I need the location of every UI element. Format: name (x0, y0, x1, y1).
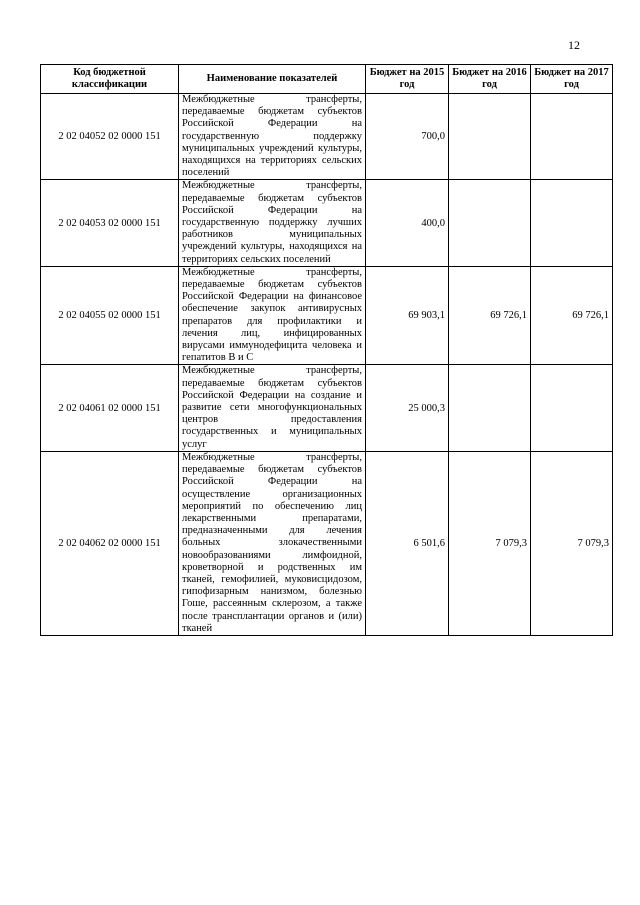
budget-table (40, 64, 613, 636)
budget-2016-cell (449, 94, 531, 180)
budget-code-cell: 2 02 04055 02 0000 151 (41, 266, 179, 365)
header-budget-2015: Бюджет на 2015 год (366, 65, 449, 94)
budget-2015-cell: 69 903,1 (366, 266, 449, 365)
budget-2016-cell: 7 079,3 (449, 451, 531, 635)
budget-2016-cell (449, 365, 531, 451)
budget-code-cell: 2 02 04052 02 0000 151 (41, 94, 179, 180)
indicator-name-cell: Межбюджетные трансферты, передаваемые бюджетам субъектов Российской Федерации на создание и развитие сети многофункциональных центров предоставления государственных и муниципальных услуг (179, 365, 366, 451)
budget-2017-cell (531, 365, 613, 451)
indicator-name-cell: Межбюджетные трансферты, передаваемые бюджетам субъектов Российской Федерации на финансовое обеспечение закупок антивирусных препаратов для профилактики и лечения лиц, инфицированных вирусами иммунодефицита человека и гепатитов B и C (179, 266, 366, 365)
budget-2016-cell (449, 180, 531, 266)
budget-2017-cell: 69 726,1 (531, 266, 613, 365)
budget-2017-cell (531, 180, 613, 266)
budget-2017-cell (531, 94, 613, 180)
table-row (41, 94, 613, 180)
budget-2016-cell: 69 726,1 (449, 266, 531, 365)
budget-2017-cell: 7 079,3 (531, 451, 613, 635)
table-row (41, 180, 613, 266)
budget-code-cell: 2 02 04062 02 0000 151 (41, 451, 179, 635)
budget-2015-cell: 700,0 (366, 94, 449, 180)
indicator-name-cell: Межбюджетные трансферты, передаваемые бюджетам субъектов Российской Федерации на осуществление организационных мероприятий по обеспечению лиц лекарственными препаратами, предназначенными для лечения больных злокачественными новообразованиями лимфоидной, кроветворной и родственных им тканей, гемофилией, муковисцидозом, гипофизарным нанизмом, болезнью Гоше, рассеянным склерозом, а также после трансплантации органов и (или) тканей (179, 451, 366, 635)
header-budget-2017: Бюджет на 2017 год (531, 65, 613, 94)
page-number: 12 (568, 38, 580, 52)
budget-code-cell: 2 02 04053 02 0000 151 (41, 180, 179, 266)
indicator-name-cell: Межбюджетные трансферты, передаваемые бюджетам субъектов Российской Федерации на государственную поддержку лучших работников муниципальных учреждений культуры, находящихся на территориях сельских поселений (179, 180, 366, 266)
budget-code-cell: 2 02 04061 02 0000 151 (41, 365, 179, 451)
budget-2015-cell: 400,0 (366, 180, 449, 266)
indicator-name-cell: Межбюджетные трансферты, передаваемые бюджетам субъектов Российской Федерации на государственную поддержку муниципальных учреждений культуры, находящихся на территориях сельских поселений (179, 94, 366, 180)
table-row (41, 266, 613, 365)
header-name: Наименование показателей (179, 65, 366, 94)
budget-2015-cell: 6 501,6 (366, 451, 449, 635)
header-code: Код бюджетной классификации (41, 65, 179, 94)
table-row (41, 365, 613, 451)
table-header-row (41, 65, 613, 94)
table-row (41, 451, 613, 635)
header-budget-2016: Бюджет на 2016 год (449, 65, 531, 94)
budget-2015-cell: 25 000,3 (366, 365, 449, 451)
